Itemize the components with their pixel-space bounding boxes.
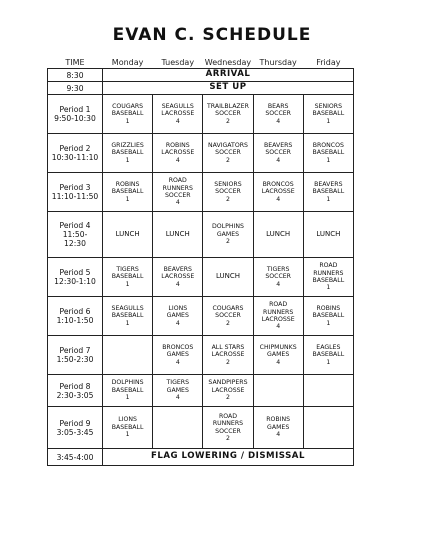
activity-line: LACROSSE <box>261 316 295 323</box>
activity-line: GAMES <box>267 351 290 359</box>
activity-line: TRAILBLAZER <box>207 102 249 110</box>
activity-cell-monday <box>103 375 153 407</box>
time-line: 10:30-11:10 <box>51 153 99 162</box>
activity-line: 4 <box>276 431 281 439</box>
time-line: 12:30-1:10 <box>54 277 96 286</box>
period-time-3 <box>48 173 103 212</box>
activity-line: TIGERS <box>266 265 290 273</box>
activity-cell-tuesday <box>153 258 203 297</box>
activity-line: 1 <box>326 156 331 164</box>
activity-cell-friday <box>303 212 353 258</box>
activity-line: LUNCH <box>165 229 190 238</box>
period-time-5 <box>48 258 103 297</box>
activity-line: SEAGULLS <box>111 304 144 312</box>
activity-line: NAVIGATORS <box>207 141 248 149</box>
activity-cell-tuesday <box>153 173 203 212</box>
activity-line: BASEBALL <box>111 149 144 157</box>
activity-cell-thursday <box>253 134 303 173</box>
period-time-4 <box>48 212 103 258</box>
activity-line: ROBINS <box>165 141 190 149</box>
activity-cell-friday <box>303 336 353 375</box>
activity-line: RUNNERS <box>212 420 244 428</box>
time-line: Period 8 <box>59 381 91 391</box>
time-line: 12:30 <box>64 239 86 248</box>
activity-line: 4 <box>175 394 180 402</box>
activity-line: COUGARS <box>212 304 244 312</box>
activity-line: 1 <box>326 319 331 327</box>
activity-line: ROAD <box>269 301 288 309</box>
activity-cell-wednesday <box>203 134 253 173</box>
activity-line: ROAD <box>168 177 187 185</box>
activity-cell-thursday <box>253 336 303 375</box>
activity-line: LACROSSE <box>161 110 195 118</box>
header-friday: Friday <box>316 58 341 67</box>
activity-line: SOCCER <box>215 149 241 157</box>
activity-line: 4 <box>276 156 281 164</box>
activity-line: GAMES <box>166 386 189 394</box>
activity-cell-thursday <box>253 375 303 407</box>
header-thursday: Thursday <box>259 58 297 67</box>
activity-cell-monday <box>103 258 153 297</box>
activity-line: BASEBALL <box>111 312 144 320</box>
activity-cell-wednesday <box>203 297 253 336</box>
activity-line: 4 <box>276 195 281 203</box>
time-line: 2:30-3:05 <box>56 390 94 400</box>
activity-line: TIGERS <box>166 379 190 387</box>
activity-line: 1 <box>326 358 331 366</box>
activity-line: LUNCH <box>266 229 291 238</box>
activity-cell-wednesday <box>203 336 253 375</box>
time-line: Period 6 <box>59 307 91 316</box>
dismissal-time: 3:45-4:00 <box>48 449 103 466</box>
activity-line: 1 <box>125 431 130 439</box>
activity-cell-wednesday <box>203 375 253 407</box>
activity-line: COUGARS <box>112 102 144 110</box>
activity-line: RUNNERS <box>313 269 344 277</box>
activity-cell-thursday <box>253 95 303 134</box>
period-row-2 <box>48 134 354 173</box>
activity-line: SOCCER <box>265 149 291 157</box>
activity-cell-tuesday <box>153 375 203 407</box>
activity-cell-monday <box>103 173 153 212</box>
activity-cell-friday <box>303 375 353 407</box>
activity-line: GRIZZLIES <box>111 141 144 149</box>
activity-line: EAGLES <box>316 343 341 351</box>
activity-line: LACROSSE <box>161 273 195 281</box>
activity-line: BASEBALL <box>312 351 345 359</box>
activity-line: BASEBALL <box>111 110 144 118</box>
activity-line: 4 <box>175 199 180 207</box>
activity-line: LUNCH <box>215 272 240 281</box>
period-time-8 <box>48 375 103 407</box>
activity-cell-wednesday <box>203 95 253 134</box>
activity-line: 1 <box>125 156 130 164</box>
activity-line: LUNCH <box>316 229 341 238</box>
activity-line: BASEBALL <box>111 423 144 431</box>
arrival-time: 8:30 <box>48 69 103 82</box>
activity-line: BEAVERS <box>263 141 293 149</box>
activity-line: GAMES <box>216 230 240 238</box>
activity-line: BASEBALL <box>111 273 144 281</box>
activity-line: BASEBALL <box>312 188 345 196</box>
activity-line: SEAGULLS <box>161 102 194 110</box>
activity-line: LIONS <box>168 304 188 312</box>
time-line: Period 1 <box>59 105 91 114</box>
activity-line: BASEBALL <box>111 188 144 196</box>
activity-cell-friday <box>303 407 353 449</box>
activity-cell-thursday <box>253 258 303 297</box>
time-line: Period 2 <box>59 144 91 153</box>
activity-line: LACROSSE <box>261 188 295 196</box>
activity-line: BRONCOS <box>312 141 344 149</box>
setup-label: SET UP <box>103 82 354 95</box>
activity-line: SOCCER <box>215 188 241 196</box>
activity-line: 4 <box>276 117 281 125</box>
activity-line: DOLPHINS <box>212 223 244 231</box>
activity-line: LUNCH <box>115 229 140 238</box>
period-row-8 <box>48 375 354 407</box>
time-line: Period 7 <box>59 346 91 355</box>
activity-line: 4 <box>175 358 180 366</box>
activity-line: 4 <box>175 280 180 288</box>
period-row-4 <box>48 212 354 258</box>
period-time-7 <box>48 336 103 375</box>
activity-cell-tuesday <box>153 212 203 258</box>
activity-cell-friday <box>303 297 353 336</box>
activity-cell-wednesday <box>203 407 253 449</box>
activity-line: 1 <box>125 280 130 288</box>
header-tuesday: Tuesday <box>161 58 195 67</box>
setup-row <box>48 82 354 95</box>
activity-line: SENIORS <box>214 180 242 188</box>
activity-line: SOCCER <box>265 110 291 118</box>
arrival-row <box>48 69 354 82</box>
activity-line: RUNNERS <box>263 308 294 316</box>
period-row-9 <box>48 407 354 449</box>
activity-line: 4 <box>276 280 281 288</box>
activity-cell-friday <box>303 134 353 173</box>
activity-cell-tuesday <box>153 95 203 134</box>
activity-line: BASEBALL <box>111 386 144 394</box>
activity-line: BASEBALL <box>312 277 345 284</box>
activity-cell-tuesday <box>153 134 203 173</box>
activity-line: 4 <box>276 358 281 366</box>
header-row <box>48 57 354 69</box>
activity-line: GAMES <box>166 312 189 320</box>
activity-cell-tuesday <box>153 297 203 336</box>
activity-line: GAMES <box>267 423 290 431</box>
time-line: Period 5 <box>59 268 91 277</box>
activity-cell-friday <box>303 173 353 212</box>
period-row-3 <box>48 173 354 212</box>
activity-line: GAMES <box>166 351 189 359</box>
activity-line: 1 <box>125 117 130 125</box>
activity-line: SENIORS <box>314 102 343 110</box>
activity-line: ROBINS <box>316 304 341 312</box>
activity-line: SOCCER <box>164 192 191 199</box>
time-line: Period 4 <box>59 221 91 230</box>
period-row-7 <box>48 336 354 375</box>
activity-cell-friday <box>303 95 353 134</box>
activity-line: 4 <box>175 117 180 125</box>
activity-line: TIGERS <box>116 265 139 273</box>
period-time-9 <box>48 407 103 449</box>
period-time-2 <box>48 134 103 173</box>
activity-line: 2 <box>226 156 230 164</box>
activity-line: 4 <box>276 323 281 331</box>
header-wednesday: Wednesday <box>204 58 252 67</box>
header-time: TIME <box>65 58 85 67</box>
activity-line: BEAVERS <box>163 265 192 273</box>
activity-cell-monday <box>103 407 153 449</box>
activity-line: SOCCER <box>215 427 241 435</box>
activity-cell-monday <box>103 336 153 375</box>
activity-cell-thursday <box>253 173 303 212</box>
activity-cell-monday <box>103 297 153 336</box>
activity-cell-wednesday <box>203 212 253 258</box>
header-monday: Monday <box>111 58 144 67</box>
activity-cell-tuesday <box>153 336 203 375</box>
activity-cell-thursday <box>253 407 303 449</box>
activity-line: 2 <box>226 358 230 366</box>
activity-line: 2 <box>226 394 230 402</box>
arrival-label: ARRIVAL <box>103 69 354 82</box>
activity-line: 2 <box>226 434 230 442</box>
activity-line: BASEBALL <box>312 110 345 118</box>
time-line: 1:10-1:50 <box>56 316 94 325</box>
activity-line: BEARS <box>267 102 289 110</box>
time-line: 1:50-2:30 <box>56 355 94 364</box>
activity-line: BEAVERS <box>314 180 343 188</box>
time-line: 11:10-11:50 <box>51 192 99 201</box>
activity-line: LIONS <box>118 416 137 424</box>
activity-line: 1 <box>125 319 130 327</box>
activity-line: ROBINS <box>115 180 140 188</box>
activity-cell-wednesday <box>203 173 253 212</box>
activity-line: SOCCER <box>215 312 241 320</box>
period-time-6 <box>48 297 103 336</box>
activity-line: CHIPMUNKS <box>259 343 297 351</box>
activity-line: 1 <box>125 195 130 203</box>
activity-line: DOLPHINS <box>111 379 144 387</box>
activity-line: 2 <box>226 195 230 203</box>
time-line: 9:50-10:30 <box>54 114 96 123</box>
activity-line: 1 <box>326 195 331 203</box>
activity-line: 2 <box>226 117 230 125</box>
period-row-5 <box>48 258 354 297</box>
activity-cell-thursday <box>253 212 303 258</box>
activity-line: ROAD <box>218 412 237 420</box>
activity-cell-tuesday <box>153 407 203 449</box>
period-time-1 <box>48 95 103 134</box>
time-line: 11:50- <box>62 230 88 239</box>
activity-line: ROAD <box>319 262 338 270</box>
activity-line: BASEBALL <box>312 149 345 157</box>
activity-line: LACROSSE <box>211 386 245 394</box>
activity-line: 2 <box>226 319 230 327</box>
activity-line: ALL STARS <box>211 343 245 351</box>
activity-cell-monday <box>103 134 153 173</box>
setup-time: 9:30 <box>48 82 103 95</box>
activity-line: BASEBALL <box>312 312 345 320</box>
time-line: Period 9 <box>59 418 91 428</box>
activity-line: ROBINS <box>266 416 291 424</box>
activity-line: BRONCOS <box>162 343 194 351</box>
activity-cell-thursday <box>253 297 303 336</box>
dismissal-label: FLAG LOWERING / DISMISSAL <box>103 449 354 466</box>
activity-cell-monday <box>103 95 153 134</box>
activity-line: LACROSSE <box>211 351 245 359</box>
activity-line: LACROSSE <box>161 149 195 157</box>
activity-line: 1 <box>326 117 331 125</box>
activity-line: RUNNERS <box>162 184 193 192</box>
activity-line: 4 <box>175 156 180 164</box>
period-row-1 <box>48 95 354 134</box>
time-line: 3:05-3:45 <box>56 427 94 437</box>
activity-line: SANDPIPERS <box>208 379 248 387</box>
time-line: Period 3 <box>59 183 91 192</box>
schedule-table <box>47 57 354 466</box>
activity-line: 1 <box>326 284 331 292</box>
activity-cell-wednesday <box>203 258 253 297</box>
activity-line: SOCCER <box>265 273 291 281</box>
activity-line: 1 <box>125 394 130 402</box>
activity-cell-monday <box>103 212 153 258</box>
activity-line: SOCCER <box>215 110 241 118</box>
dismissal-row <box>48 449 354 466</box>
activity-cell-friday <box>303 258 353 297</box>
activity-line: 2 <box>226 238 230 246</box>
activity-line: 4 <box>175 319 180 327</box>
activity-line: BRONCOS <box>262 180 294 188</box>
period-row-6 <box>48 297 354 336</box>
page-title: EVAN C. SCHEDULE <box>112 25 312 45</box>
